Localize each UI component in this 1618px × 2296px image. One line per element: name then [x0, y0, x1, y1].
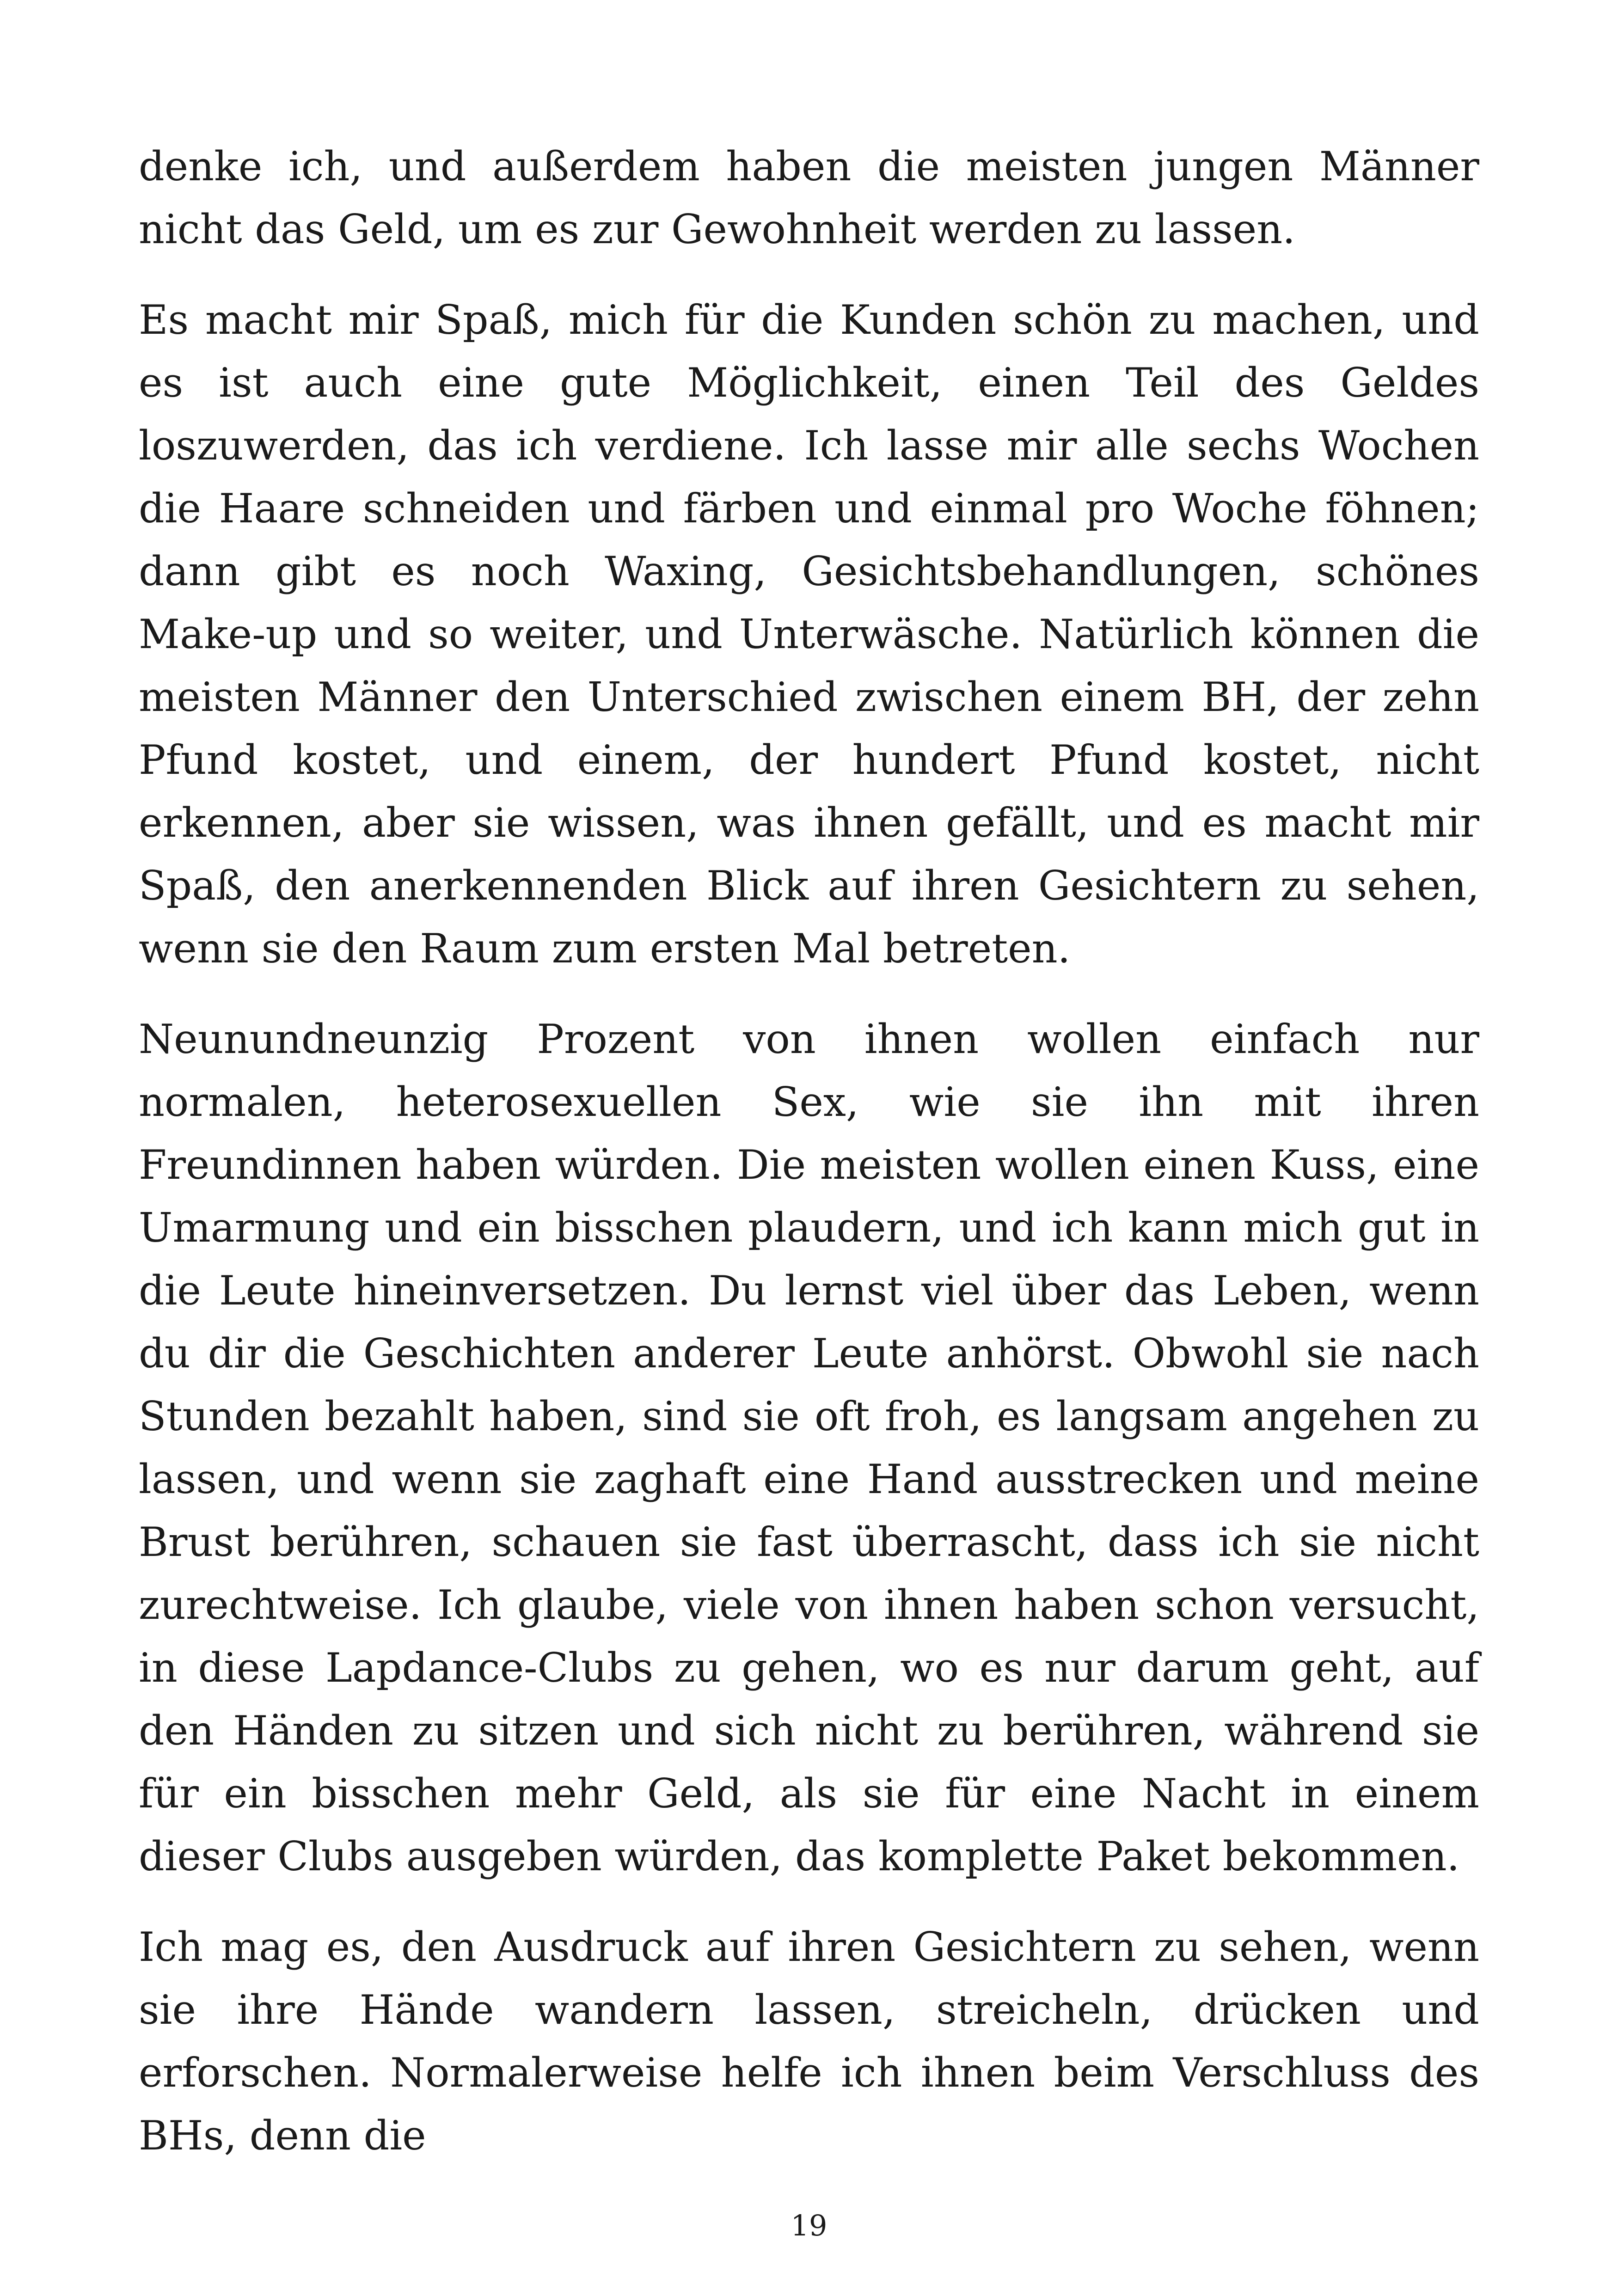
- paragraph-1: denke ich, und außerdem haben die meisten jungen Männer nicht das Geld, um es zur Gewohnheit werden zu lassen.: [139, 143, 1479, 253]
- paragraph-4: Ich mag es, den Ausdruck auf ihren Gesichtern zu sehen, wenn sie ihre Hände wandern lassen, streicheln, drücken und erforschen. Normalerweise helfe ich ihnen beim Verschluss des BHs, denn die: [139, 1923, 1479, 2159]
- body-text: [139, 135, 1479, 2195]
- paragraph-2: Es macht mir Spaß, mich für die Kunden schön zu machen, und es ist auch eine gute Möglichkeit, einen Teil des Geldes loszuwerden, das ich verdiene. Ich lasse mir alle sechs Wochen die Haare schneiden und färben und einmal pro Woche föhnen; dann gibt es noch Waxing, Gesichtsbehandlungen, schönes Make-up und so weiter, und Unterwäsche. Natürlich können die meisten Männer den Unterschied zwischen einem BH, der zehn Pfund kostet, und einem, der hundert Pfund kostet, nicht erkennen, aber sie wissen, was ihnen gefällt, und es macht mir Spaß, den anerkennenden Blick auf ihren Gesichtern zu sehen, wenn sie den Raum zum ersten Mal betreten.: [139, 296, 1479, 972]
- page-number: 19: [791, 2209, 827, 2242]
- paragraph-3: Neunundneunzig Prozent von ihnen wollen einfach nur normalen, heterosexuellen Sex, wie sie ihn mit ihren Freundinnen haben würden. Die meisten wollen einen Kuss, eine Umarmung und ein bisschen plaudern, und ich kann mich gut in die Leute hineinversetzen. Du lernst viel über das Leben, wenn du dir die Geschichten anderer Leute anhörst. Obwohl sie nach Stunden bezahlt haben, sind sie oft froh, es langsam angehen zu lassen, und wenn sie zaghaft eine Hand ausstrecken und meine Brust berühren, schauen sie fast überrascht, dass ich sie nicht zurechtweise. Ich glaube, viele von ihnen haben schon versucht, in diese Lapdance-Clubs zu gehen, wo es nur darum geht, auf den Händen zu sitzen und sich nicht zu berühren, während sie für ein bisschen mehr Geld, als sie für eine Nacht in einem dieser Clubs ausgeben würden, das komplette Paket bekommen.: [139, 1016, 1479, 1880]
